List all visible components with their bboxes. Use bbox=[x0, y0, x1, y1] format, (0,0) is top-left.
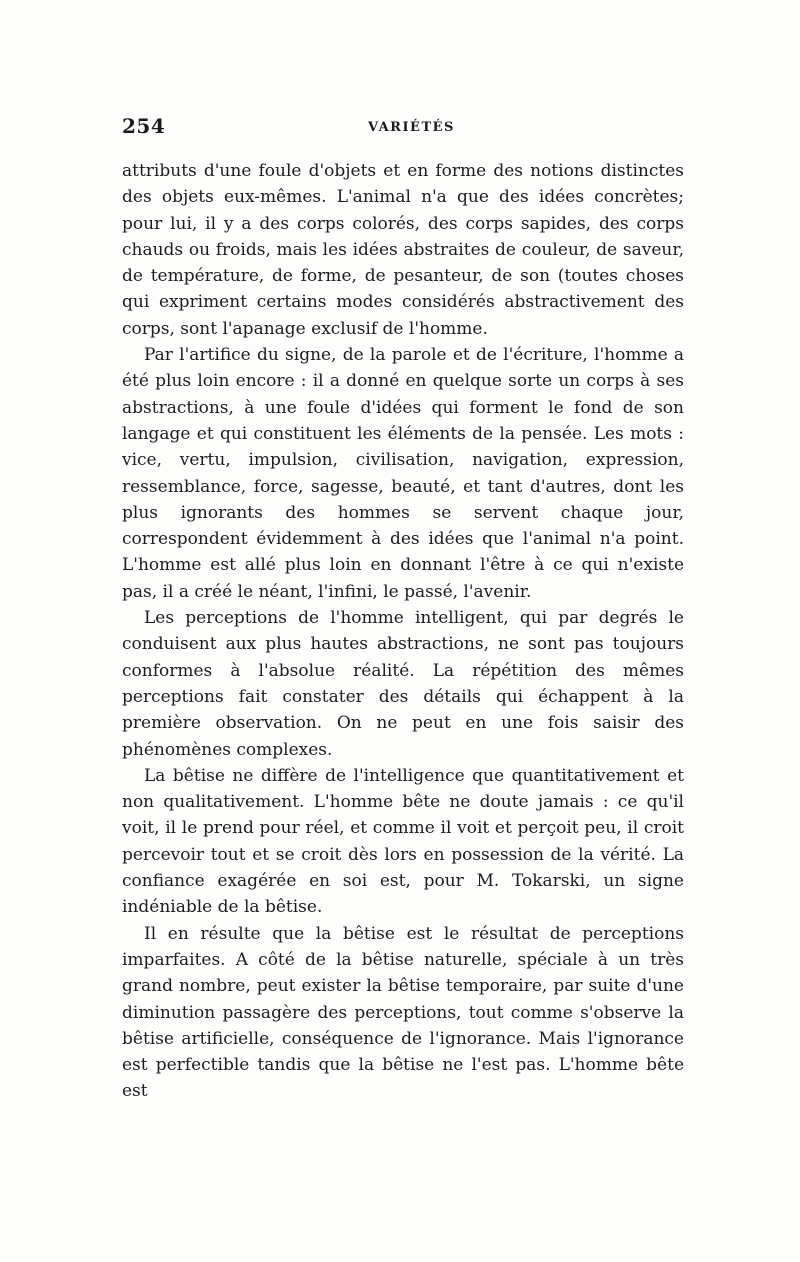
paragraph-continued: attributs d'une foule d'objets et en forme des notions distinctes des objets eux-mêmes. L'animal n'a que des idées concrètes; pour lui, il y a des corps colorés, des corps sapides, des corps chauds ou froids, mais les idées abstraites de couleur, de saveur, de température, de forme, de pesanteur, de son (toutes choses qui expriment certains modes considérés abstractivement des corps, sont l'apanage exclusif de l'homme. bbox=[122, 161, 684, 339]
running-head: VARIÉTÉS bbox=[368, 120, 455, 135]
body-text bbox=[122, 158, 684, 1105]
paragraph: La bêtise ne diffère de l'intelligence que quantitativement et non qualitativement. L'homme bête ne doute jamais : ce qu'il voit, il le prend pour réel, et comme il voit et perçoit peu, il croit percevoir tout et se croit dès lors en possession de la vérité. La confiance exagérée en soi est, pour M. Tokarski, un signe indéniable de la bêtise. bbox=[122, 765, 684, 918]
page-number: 254 bbox=[122, 114, 166, 138]
paragraph: Il en résulte que la bêtise est le résultat de perceptions imparfaites. A côté de la bêtise naturelle, spéciale à un très grand nombre, peut exister la bêtise temporaire, par suite d'une diminution passagère des perceptions, tout comme s'observe la bêtise artificielle, conséquence de l'ignorance. Mais l'ignorance est perfectible tandis que la bêtise ne l'est pas. L'homme bête est bbox=[122, 923, 684, 1102]
paragraph: Les perceptions de l'homme intelligent, qui par degrés le conduisent aux plus hautes abstractions, ne sont pas toujours conformes à l'absolue réalité. La répétition des mêmes perceptions fait constater des détails qui échappent à la première observation. On ne peut en une fois saisir des phénomènes complexes. bbox=[122, 608, 684, 760]
page-header bbox=[122, 114, 684, 144]
paragraph: Par l'artifice du signe, de la parole et de l'écriture, l'homme a été plus loin encore : il a donné en quelque sorte un corps à ses abstractions, à une foule d'idées qui forment le fond de son langage et qui constituent les éléments de la pensée. Les mots : vice, vertu, impulsion, civilisation, navigation, expression, ressemblance, force, sagesse, beauté, et tant d'autres, dont les plus ignorants des hommes se servent chaque jour, correspondent évidemment à des idées que l'animal n'a point. L'homme est allé plus loin en donnant l'être à ce qui n'existe pas, il a créé le néant, l'infini, le passé, l'avenir. bbox=[122, 345, 684, 602]
